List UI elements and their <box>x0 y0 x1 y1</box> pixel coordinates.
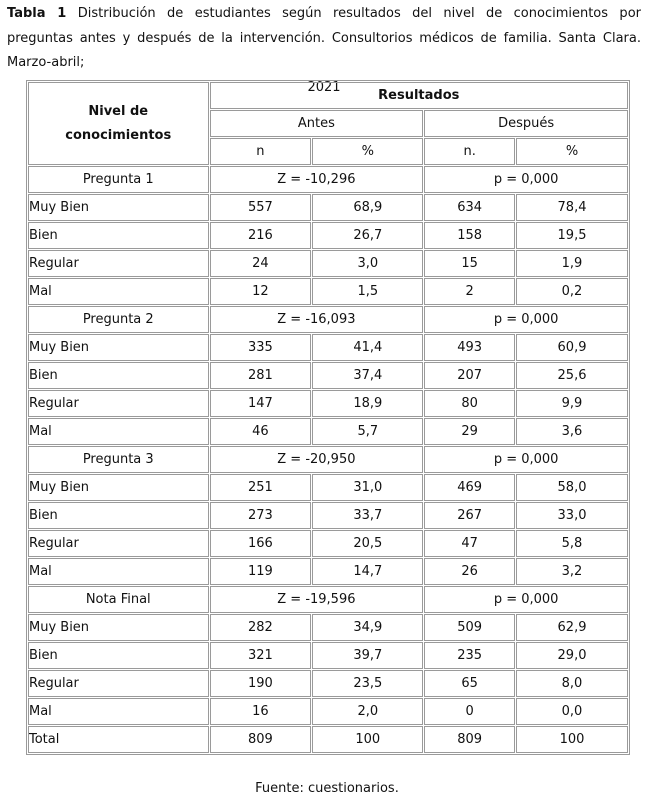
group-p-value: p = 0,000 <box>424 446 628 473</box>
row-label: Regular <box>28 390 209 417</box>
row-label: Bien <box>28 642 209 669</box>
results-table <box>26 80 630 755</box>
cell-n-despues: 267 <box>424 502 515 529</box>
cell-n-antes: 251 <box>210 474 312 501</box>
cell-pct-antes: 18,9 <box>312 390 423 417</box>
cell-n-antes: 282 <box>210 614 312 641</box>
table-row <box>28 278 628 305</box>
cell-pct-antes: 41,4 <box>312 334 423 361</box>
cell-n-despues: 509 <box>424 614 515 641</box>
cell-pct-antes: 3,0 <box>312 250 423 277</box>
group-p-value: p = 0,000 <box>424 306 628 333</box>
cell-n-antes: 557 <box>210 194 312 221</box>
cell-pct-despues: 8,0 <box>516 670 628 697</box>
table-row <box>28 502 628 529</box>
header-n-antes: n <box>210 138 312 165</box>
cell-pct-antes: 23,5 <box>312 670 423 697</box>
table-row <box>28 558 628 585</box>
cell-n-despues: 65 <box>424 670 515 697</box>
cell-pct-despues: 60,9 <box>516 334 628 361</box>
cell-n-despues: 207 <box>424 362 515 389</box>
cell-n-despues: 158 <box>424 222 515 249</box>
cell-pct-antes: 20,5 <box>312 530 423 557</box>
row-label: Mal <box>28 278 209 305</box>
cell-n-antes: 335 <box>210 334 312 361</box>
caption-text-line3: 2021 <box>307 79 341 95</box>
group-header-row <box>28 446 628 473</box>
cell-pct-antes: 37,4 <box>312 362 423 389</box>
cell-pct-despues: 3,6 <box>516 418 628 445</box>
cell-n-antes: 12 <box>210 278 312 305</box>
cell-pct-despues: 5,8 <box>516 530 628 557</box>
cell-pct-despues: 19,5 <box>516 222 628 249</box>
row-label: Regular <box>28 670 209 697</box>
cell-n-despues: 15 <box>424 250 515 277</box>
cell-n-antes: 16 <box>210 698 312 725</box>
row-label: Regular <box>28 250 209 277</box>
total-n-despues: 809 <box>424 726 515 753</box>
cell-pct-despues: 0,2 <box>516 278 628 305</box>
header-nivel <box>28 82 209 165</box>
table-row <box>28 698 628 725</box>
cell-n-antes: 166 <box>210 530 312 557</box>
total-row <box>28 726 628 753</box>
header-n-despues: n. <box>424 138 515 165</box>
group-header-row <box>28 586 628 613</box>
total-n-antes: 809 <box>210 726 312 753</box>
header-nivel-line1: Nivel de <box>88 103 149 119</box>
table-row <box>28 222 628 249</box>
group-header-row <box>28 306 628 333</box>
cell-n-despues: 29 <box>424 418 515 445</box>
table-row <box>28 334 628 361</box>
cell-pct-despues: 33,0 <box>516 502 628 529</box>
cell-pct-antes: 26,7 <box>312 222 423 249</box>
group-p-value: p = 0,000 <box>424 166 628 193</box>
cell-pct-antes: 33,7 <box>312 502 423 529</box>
header-resultados: Resultados <box>210 82 629 109</box>
table-row <box>28 362 628 389</box>
table-row <box>28 250 628 277</box>
cell-n-despues: 26 <box>424 558 515 585</box>
group-title: Pregunta 1 <box>28 166 209 193</box>
group-p-value: p = 0,000 <box>424 586 628 613</box>
row-label: Muy Bien <box>28 194 209 221</box>
cell-pct-despues: 9,9 <box>516 390 628 417</box>
row-label: Muy Bien <box>28 334 209 361</box>
cell-n-antes: 119 <box>210 558 312 585</box>
total-label: Total <box>28 726 209 753</box>
group-title: Nota Final <box>28 586 209 613</box>
cell-n-despues: 235 <box>424 642 515 669</box>
header-despues: Después <box>424 110 628 137</box>
cell-n-antes: 24 <box>210 250 312 277</box>
table-row <box>28 642 628 669</box>
group-z-statistic: Z = -10,296 <box>210 166 424 193</box>
cell-pct-antes: 31,0 <box>312 474 423 501</box>
row-label: Mal <box>28 558 209 585</box>
cell-pct-despues: 1,9 <box>516 250 628 277</box>
cell-pct-despues: 29,0 <box>516 642 628 669</box>
cell-pct-antes: 1,5 <box>312 278 423 305</box>
cell-pct-despues: 58,0 <box>516 474 628 501</box>
table-row <box>28 670 628 697</box>
cell-n-despues: 47 <box>424 530 515 557</box>
cell-n-antes: 273 <box>210 502 312 529</box>
cell-pct-despues: 0,0 <box>516 698 628 725</box>
cell-pct-antes: 34,9 <box>312 614 423 641</box>
cell-n-despues: 0 <box>424 698 515 725</box>
caption-label: Tabla 1 <box>7 6 67 21</box>
row-label: Mal <box>28 698 209 725</box>
cell-n-despues: 80 <box>424 390 515 417</box>
header-antes: Antes <box>210 110 424 137</box>
header-nivel-line2: conocimientos <box>65 127 172 143</box>
cell-n-antes: 321 <box>210 642 312 669</box>
group-z-statistic: Z = -20,950 <box>210 446 424 473</box>
cell-n-antes: 46 <box>210 418 312 445</box>
group-z-statistic: Z = -19,596 <box>210 586 424 613</box>
table-row <box>28 418 628 445</box>
row-label: Bien <box>28 502 209 529</box>
row-label: Bien <box>28 362 209 389</box>
cell-pct-despues: 78,4 <box>516 194 628 221</box>
cell-n-despues: 469 <box>424 474 515 501</box>
table-row <box>28 194 628 221</box>
caption-text-line1: Distribución de estudiantes según resultados del nivel de conocimientos por preguntas <box>7 6 641 46</box>
row-label: Muy Bien <box>28 614 209 641</box>
cell-n-antes: 147 <box>210 390 312 417</box>
table-row <box>28 614 628 641</box>
cell-pct-despues: 3,2 <box>516 558 628 585</box>
group-z-statistic: Z = -16,093 <box>210 306 424 333</box>
cell-n-despues: 2 <box>424 278 515 305</box>
table-source: Fuente: cuestionarios. <box>255 781 399 796</box>
row-label: Mal <box>28 418 209 445</box>
header-pct-despues: % <box>516 138 628 165</box>
cell-n-despues: 493 <box>424 334 515 361</box>
table-row <box>28 390 628 417</box>
cell-n-antes: 216 <box>210 222 312 249</box>
group-header-row <box>28 166 628 193</box>
group-title: Pregunta 2 <box>28 306 209 333</box>
table-row <box>28 530 628 557</box>
cell-pct-antes: 14,7 <box>312 558 423 585</box>
cell-n-antes: 281 <box>210 362 312 389</box>
cell-n-antes: 190 <box>210 670 312 697</box>
header-pct-antes: % <box>312 138 423 165</box>
group-title: Pregunta 3 <box>28 446 209 473</box>
cell-pct-antes: 39,7 <box>312 642 423 669</box>
header-row-1 <box>28 82 628 109</box>
total-pct-antes: 100 <box>312 726 423 753</box>
total-pct-despues: 100 <box>516 726 628 753</box>
cell-pct-antes: 68,9 <box>312 194 423 221</box>
cell-n-despues: 634 <box>424 194 515 221</box>
cell-pct-antes: 5,7 <box>312 418 423 445</box>
row-label: Regular <box>28 530 209 557</box>
row-label: Muy Bien <box>28 474 209 501</box>
caption-text-line2: antes y después de la intervención. Consultorios médicos de familia. Santa Clara. Marzo-abril; <box>7 30 641 70</box>
table-row <box>28 474 628 501</box>
cell-pct-despues: 25,6 <box>516 362 628 389</box>
cell-pct-antes: 2,0 <box>312 698 423 725</box>
cell-pct-despues: 62,9 <box>516 614 628 641</box>
row-label: Bien <box>28 222 209 249</box>
